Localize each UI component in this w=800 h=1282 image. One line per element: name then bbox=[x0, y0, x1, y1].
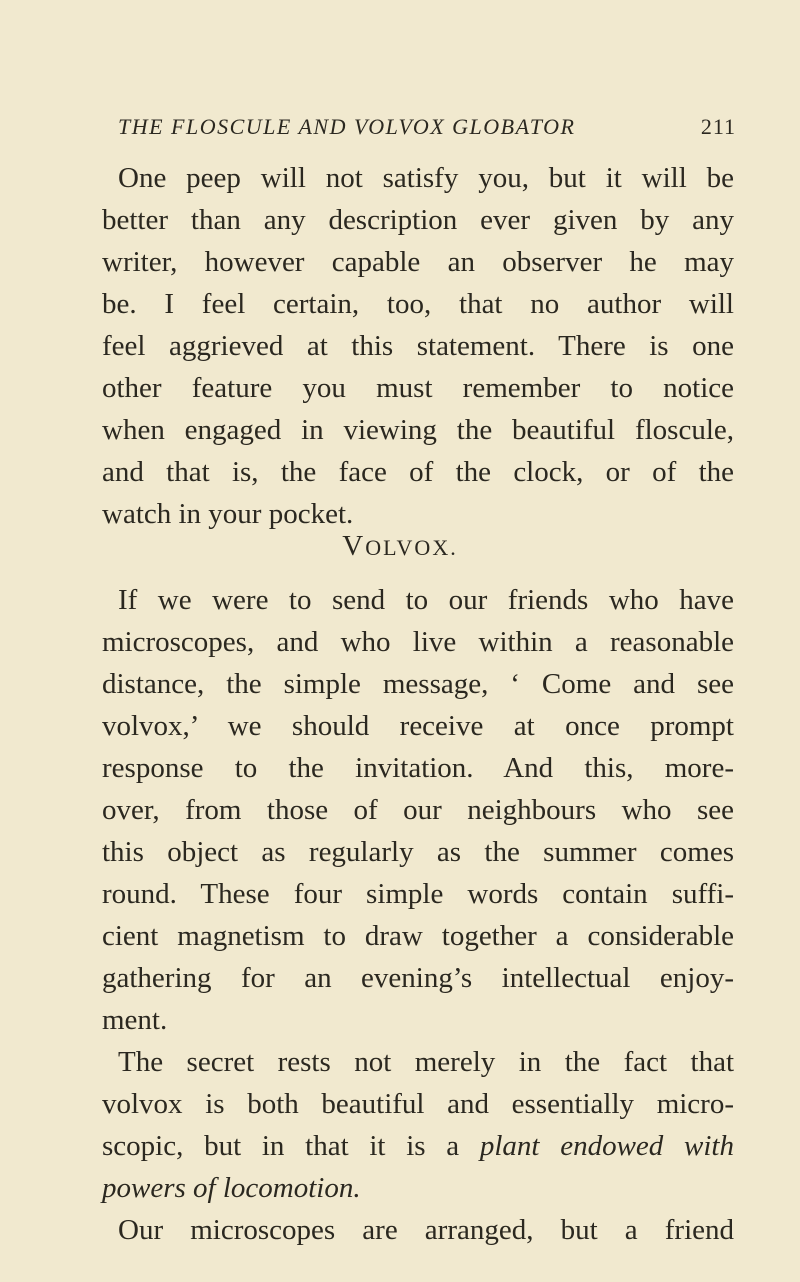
text-line: ment. bbox=[102, 1004, 168, 1036]
text-line: over, from those of our neighbours who see bbox=[102, 794, 734, 826]
text-line: cient magnetism to draw together a considerable bbox=[102, 920, 734, 952]
text-line: volvox is both beautiful and essentially micro- bbox=[102, 1088, 734, 1120]
text-line: better than any description ever given by any bbox=[102, 204, 734, 236]
text-line: round. These four simple words contain suffi- bbox=[102, 878, 734, 910]
text-line bbox=[102, 1170, 734, 1206]
text-line: be. I feel certain, too, that no author will bbox=[102, 288, 734, 320]
italic-emphasis: plant endowed with bbox=[479, 1130, 734, 1162]
text-line bbox=[102, 1128, 734, 1164]
text-segment: scopic, but in that it is a bbox=[102, 1130, 480, 1162]
text-line: watch in your pocket. bbox=[102, 498, 354, 530]
text-line: The secret rests not merely in the fact that bbox=[118, 1046, 734, 1078]
text-line: writer, however capable an observer he may bbox=[102, 246, 734, 278]
text-line: this object as regularly as the summer comes bbox=[102, 836, 734, 868]
text-line: when engaged in viewing the beautiful floscule, bbox=[102, 414, 734, 446]
heading-initial: V bbox=[342, 530, 366, 562]
text-line: response to the invitation. And this, more- bbox=[102, 752, 734, 784]
italic-emphasis: powers of locomotion. bbox=[102, 1172, 361, 1204]
section-heading bbox=[0, 528, 800, 566]
heading-small-caps: OLVOX. bbox=[365, 535, 458, 560]
text-line: volvox,’ we should receive at once prompt bbox=[102, 710, 734, 742]
text-line: Our microscopes are arranged, but a friend bbox=[118, 1214, 734, 1246]
text-line: feel aggrieved at this statement. There is one bbox=[102, 330, 734, 362]
text-line: microscopes, and who live within a reasonable bbox=[102, 626, 734, 658]
text-line: distance, the simple message, ‘ Come and see bbox=[102, 668, 734, 700]
text-line: other feature you must remember to notice bbox=[102, 372, 734, 404]
running-title: THE FLOSCULE AND VOLVOX GLOBATOR bbox=[118, 114, 576, 139]
text-line: and that is, the face of the clock, or of the bbox=[102, 456, 734, 488]
page-number: 211 bbox=[700, 114, 736, 139]
text-line: gathering for an evening’s intellectual enjoy- bbox=[102, 962, 734, 994]
text-line: If we were to send to our friends who have bbox=[118, 584, 734, 616]
text-line: One peep will not satisfy you, but it will be bbox=[118, 162, 734, 194]
